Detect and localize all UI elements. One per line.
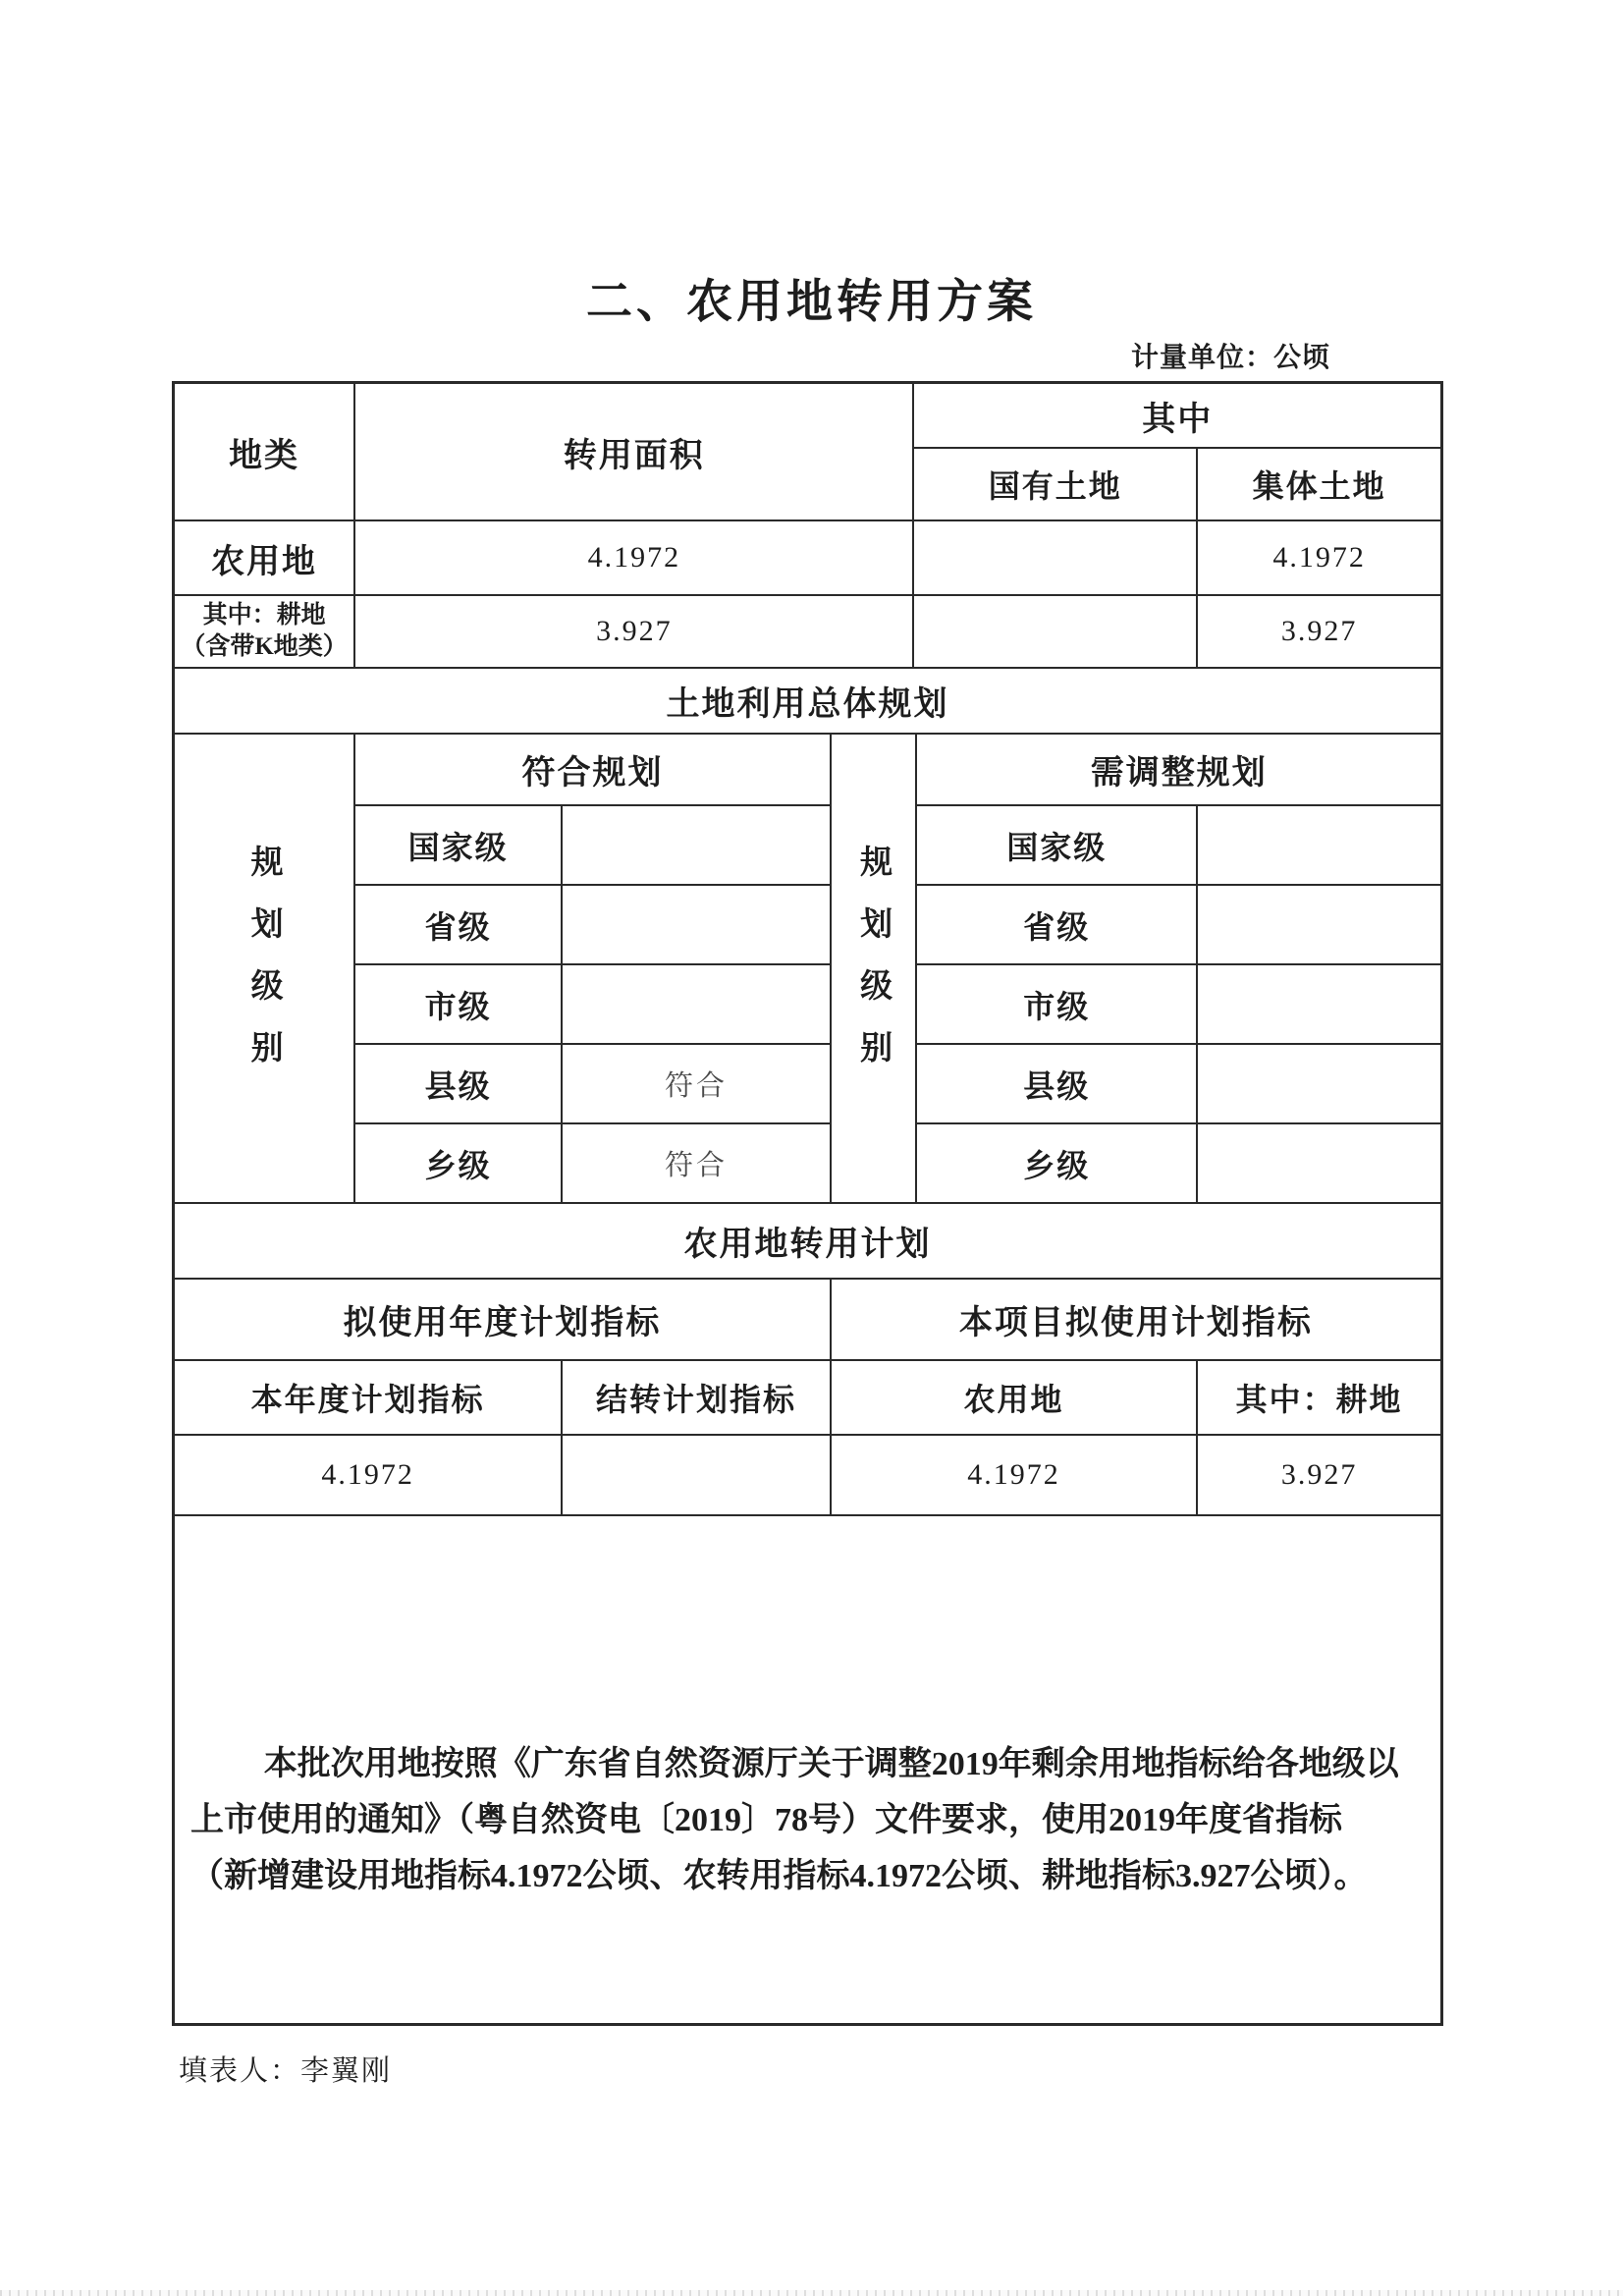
carryover-quota-value bbox=[563, 1436, 832, 1516]
cultivated-quota-header: 其中：耕地 bbox=[1198, 1361, 1440, 1436]
quota-section bbox=[175, 1280, 1440, 1516]
adjust-national-level-value bbox=[1198, 806, 1440, 886]
page-title: 二、农用地转用方案 bbox=[586, 277, 1037, 328]
comply-township-level-label: 乡级 bbox=[355, 1124, 563, 1204]
cultivated-land-label-line1: 其中：耕地 bbox=[202, 601, 326, 629]
overall-land-use-plan-section-title: 土地利用总体规划 bbox=[175, 669, 1440, 735]
cultivated-land-conversion-area-value: 3.927 bbox=[355, 596, 914, 669]
comply-township-level-value: 符合 bbox=[563, 1124, 832, 1204]
current-year-quota-value: 4.1972 bbox=[175, 1436, 563, 1516]
land-conversion-table bbox=[172, 381, 1443, 2026]
state-owned-land-header: 国有土地 bbox=[914, 449, 1198, 521]
planning-level-axis-right-label: 规划级别 bbox=[855, 845, 892, 1092]
planning-levels-section bbox=[175, 735, 1440, 1204]
comply-national-level-value bbox=[563, 806, 832, 886]
cultivated-quota-value: 3.927 bbox=[1198, 1436, 1440, 1516]
preparer-line: 填表人：李翼刚 bbox=[179, 2055, 393, 2087]
adjust-township-level-label: 乡级 bbox=[917, 1124, 1198, 1204]
cultivated-land-collective-value: 3.927 bbox=[1198, 596, 1440, 669]
measurement-unit-note: 计量单位：公顷 bbox=[1130, 343, 1330, 373]
conversion-area-header: 转用面积 bbox=[355, 384, 914, 521]
comply-plan-header: 符合规划 bbox=[355, 735, 832, 806]
comply-county-level-label: 县级 bbox=[355, 1045, 563, 1124]
adjust-city-level-label: 市级 bbox=[917, 965, 1198, 1045]
comply-county-level-value: 符合 bbox=[563, 1045, 832, 1124]
agricultural-land-state-owned-value bbox=[914, 521, 1198, 596]
note-line-2: 上市使用的通知》（粤自然资电〔2019〕78号）文件要求，使用2019年度省指标 bbox=[190, 1802, 1342, 1838]
conversion-summary-section bbox=[175, 384, 1440, 669]
comply-province-level-label: 省级 bbox=[355, 886, 563, 965]
comply-national-level-label: 国家级 bbox=[355, 806, 563, 886]
cultivated-land-label-line2: （含带K地类） bbox=[181, 633, 348, 660]
adjust-province-level-value bbox=[1198, 886, 1440, 965]
comply-province-level-value bbox=[563, 886, 832, 965]
land-type-header: 地类 bbox=[175, 384, 355, 521]
cultivated-land-row-label bbox=[175, 596, 355, 669]
adjust-county-level-label: 县级 bbox=[917, 1045, 1198, 1124]
adjust-county-level-value bbox=[1198, 1045, 1440, 1124]
adjust-city-level-value bbox=[1198, 965, 1440, 1045]
project-quota-group-header: 本项目拟使用计划指标 bbox=[832, 1280, 1440, 1361]
adjust-plan-header: 需调整规划 bbox=[917, 735, 1440, 806]
carryover-quota-header: 结转计划指标 bbox=[563, 1361, 832, 1436]
comply-city-level-value bbox=[563, 965, 832, 1045]
agricultural-quota-header: 农用地 bbox=[832, 1361, 1198, 1436]
current-year-quota-header: 本年度计划指标 bbox=[175, 1361, 563, 1436]
agricultural-quota-value: 4.1972 bbox=[832, 1436, 1198, 1516]
agricultural-land-collective-value: 4.1972 bbox=[1198, 521, 1440, 596]
collective-land-header: 集体土地 bbox=[1198, 449, 1440, 521]
of-which-header: 其中 bbox=[914, 384, 1440, 449]
scan-edge-artifact bbox=[0, 2290, 1623, 2296]
agricultural-land-row-label: 农用地 bbox=[175, 521, 355, 596]
adjust-province-level-label: 省级 bbox=[917, 886, 1198, 965]
planning-level-axis-left bbox=[175, 735, 355, 1204]
note-line-1: 本批次用地按照《广东省自然资源厅关于调整2019年剩余用地指标给各地级以 bbox=[263, 1746, 1399, 1782]
planning-level-axis-left-label: 规划级别 bbox=[245, 845, 282, 1092]
agricultural-land-conversion-area-value: 4.1972 bbox=[355, 521, 914, 596]
annual-quota-group-header: 拟使用年度计划指标 bbox=[175, 1280, 832, 1361]
cultivated-land-state-owned-value bbox=[914, 596, 1198, 669]
conversion-plan-section-title: 农用地转用计划 bbox=[175, 1204, 1440, 1280]
comply-city-level-label: 市级 bbox=[355, 965, 563, 1045]
batch-note-cell bbox=[175, 1516, 1440, 2023]
adjust-township-level-value bbox=[1198, 1124, 1440, 1204]
note-line-3: （新增建设用地指标4.1972公顷、农转用指标4.1972公顷、耕地指标3.927公顷）。 bbox=[190, 1858, 1368, 1894]
planning-level-axis-right bbox=[832, 735, 918, 1204]
adjust-national-level-label: 国家级 bbox=[917, 806, 1198, 886]
